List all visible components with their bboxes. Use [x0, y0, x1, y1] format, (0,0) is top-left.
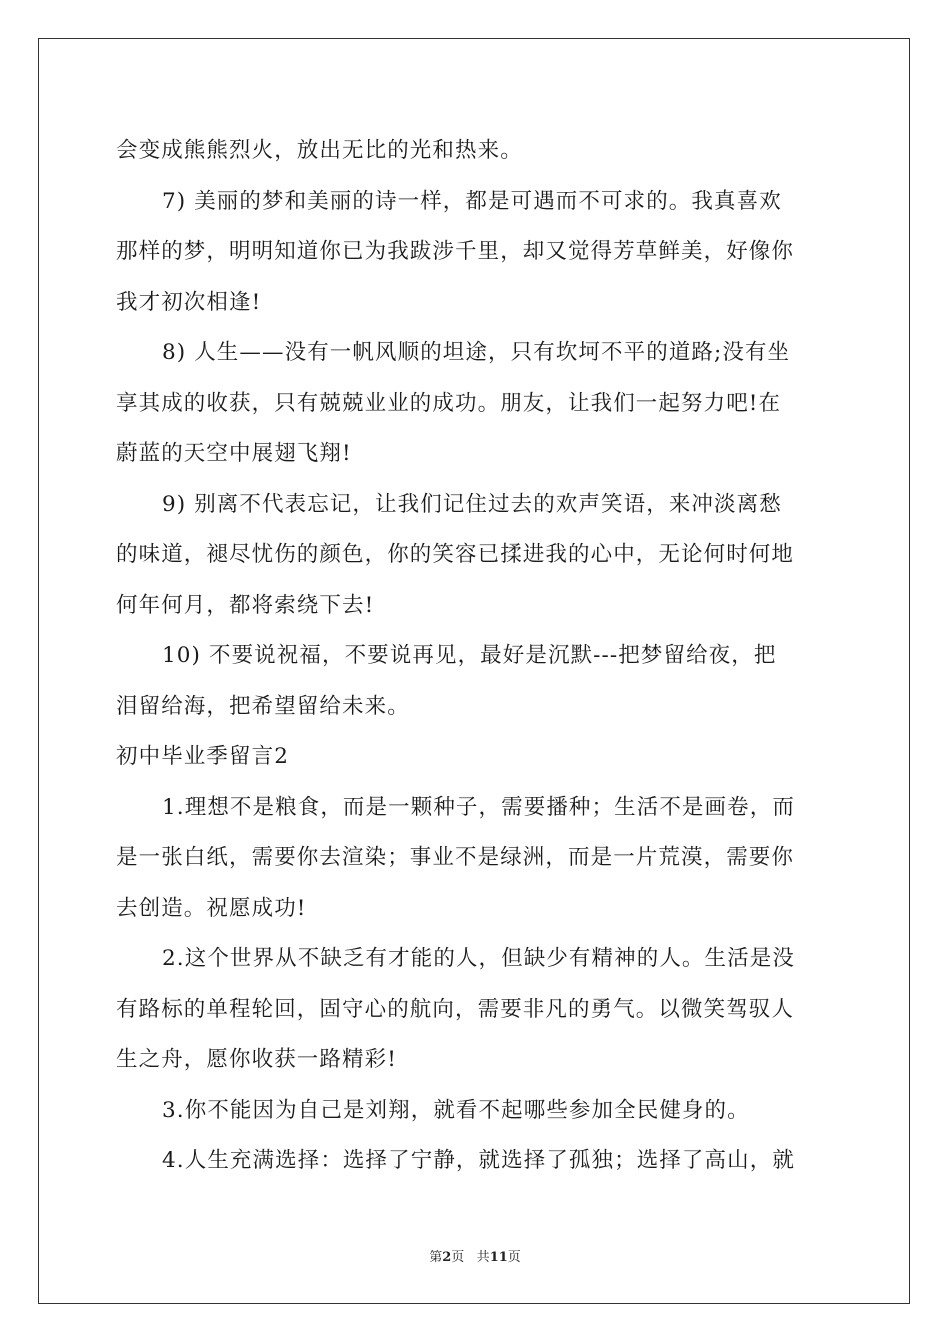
text-line: 生之舟，愿你收获一路精彩!	[116, 1047, 397, 1072]
text-line: 蔚蓝的天空中展翅飞翔!	[116, 441, 352, 466]
footer-total-unit: 页	[507, 1250, 521, 1265]
text-line: 8) 人生——没有一帆风顺的坦途，只有坎坷不平的道路;没有坐	[162, 340, 791, 365]
text-line: 2.这个世界从不缺乏有才能的人，但缺少有精神的人。生活是没	[162, 946, 795, 971]
total-pages: 11	[489, 1250, 508, 1265]
text-line: 泪留给海，把希望留给未来。	[116, 693, 410, 719]
text-line: 1.理想不是粮食，而是一颗种子，需要播种；生活不是画卷，而	[162, 794, 795, 820]
page-number: 2	[442, 1250, 452, 1265]
text-line: 何年何月，都将索绕下去!	[116, 592, 375, 618]
text-line: 享其成的收获，只有兢兢业业的成功。朋友，让我们一起努力吧!在	[116, 390, 782, 416]
text-line: 4.人生充满选择：选择了宁静，就选择了孤独；选择了高山，就	[162, 1148, 795, 1173]
text-line: 会变成熊熊烈火，放出无比的光和热来。	[116, 138, 523, 163]
text-line: 我才初次相逢!	[116, 289, 262, 315]
page-footer	[0, 1246, 950, 1265]
text-line: 9) 别离不代表忘记，让我们记住过去的欢声笑语，来冲淡离愁	[162, 491, 782, 517]
footer-total-prefix: 共	[476, 1250, 490, 1265]
text-line: 是一张白纸，需要你去渲染；事业不是绿洲，而是一片荒漠，需要你	[116, 845, 795, 870]
text-line: 7) 美丽的梦和美丽的诗一样，都是可遇而不可求的。我真喜欢	[162, 188, 782, 214]
text-line: 去创造。祝愿成功!	[116, 895, 307, 921]
document-body	[116, 126, 834, 1187]
footer-page-unit: 页	[451, 1250, 465, 1265]
footer-prefix: 第	[429, 1250, 443, 1265]
text-line: 那样的梦，明明知道你已为我跋涉千里，却又觉得芳草鲜美，好像你	[116, 239, 795, 264]
section-heading: 初中毕业季留言2	[116, 744, 289, 769]
text-line: 3.你不能因为自己是刘翔，就看不起哪些参加全民健身的。	[162, 1097, 750, 1123]
text-line: 有路标的单程轮回，固守心的航向，需要非凡的勇气。以微笑驾驭人	[116, 996, 795, 1022]
text-line: 的味道，褪尽忧伤的颜色，你的笑容已揉进我的心中，无论何时何地	[116, 542, 795, 567]
text-line: 10) 不要说祝福，不要说再见，最好是沉默---把梦留给夜，把	[162, 643, 777, 668]
